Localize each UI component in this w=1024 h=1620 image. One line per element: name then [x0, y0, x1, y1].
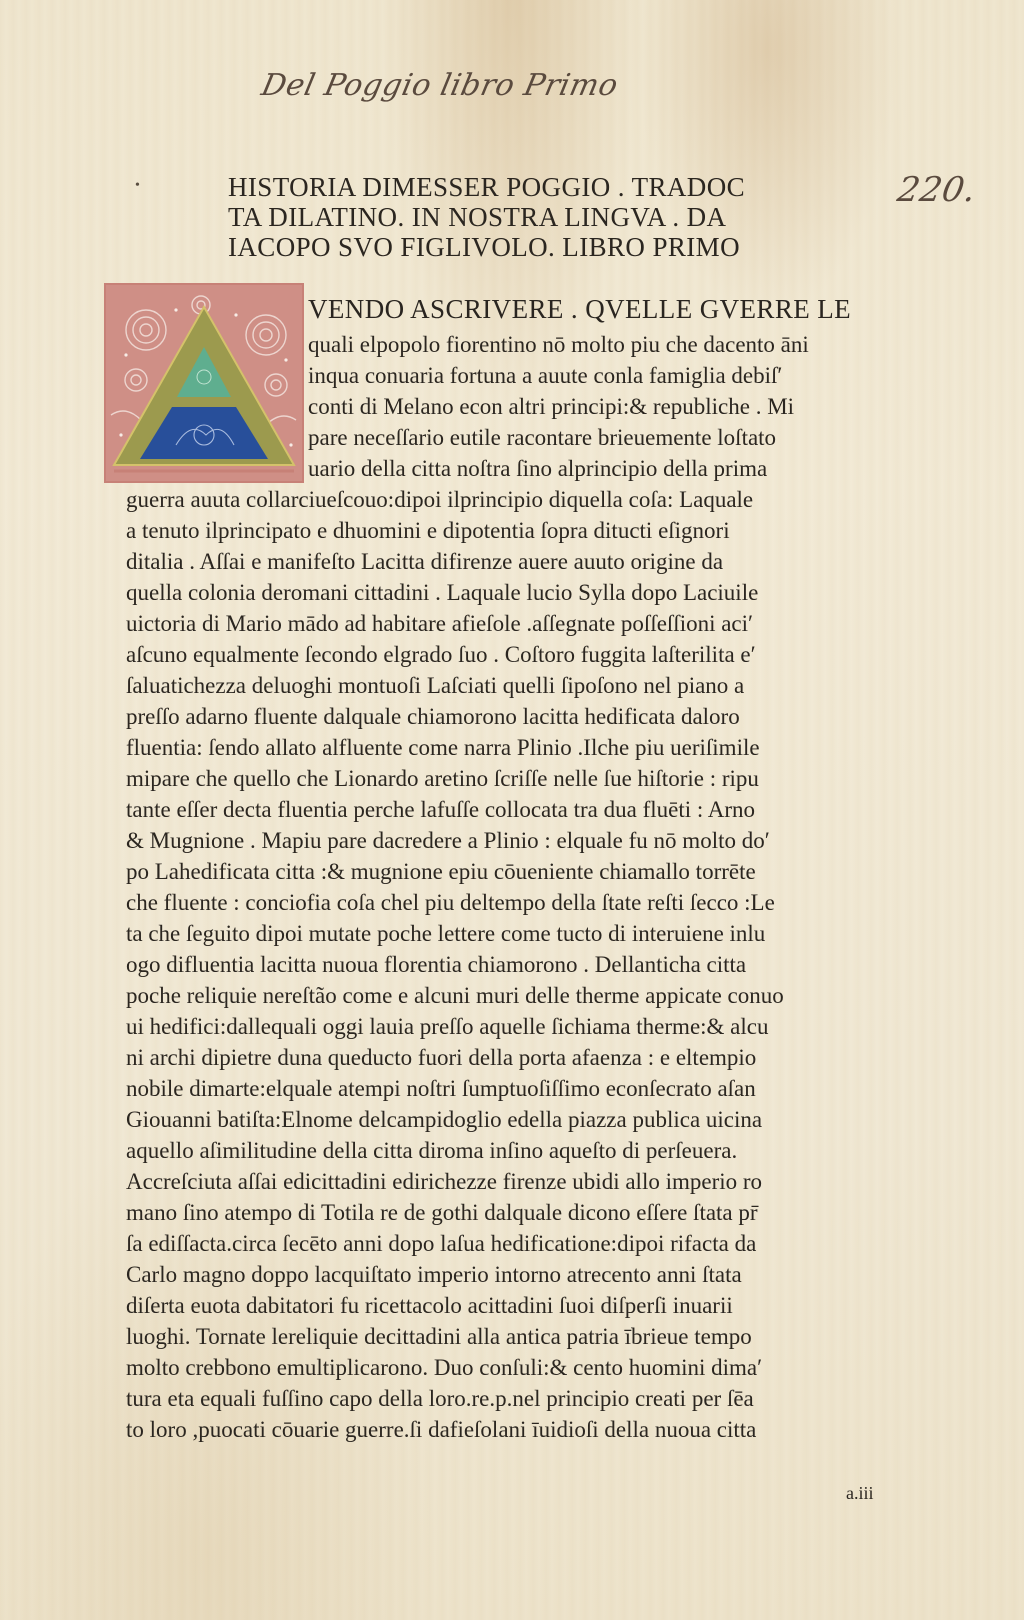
- title-line: HISTORIA DIMESSER POGGIO . TRADOC: [228, 172, 746, 202]
- title-line: IACOPO SVO FIGLIVOLO. LIBRO PRIMO: [228, 232, 740, 262]
- text-line: ni archi dipietre duna queducto fuori della porta afaenza : e eltempio: [126, 1045, 757, 1070]
- title-line: TA DILATINO. IN NOSTRA LINGVA . DA: [228, 202, 727, 232]
- text-line: tante eſſer decta fluentia perche lafuſſe collocata tra dua fluēti : Arno: [126, 797, 755, 822]
- illuminated-initial-a-icon: [104, 283, 304, 483]
- text-line: & Mugnione . Mapiu pare dacredere a Plinio : elquale fu nō molto do′: [126, 828, 770, 853]
- text-line: aſcuno equalmente ſecondo elgrado ſuo . Coſtoro fuggita laſterilita e′: [126, 642, 756, 667]
- text-line: ſa ediſſacta.circa ſecēto anni dopo laſua hedificatione:dipoi rifacta da: [126, 1231, 757, 1256]
- text-line: Accreſciuta aſſai edicittadini edirichezze firenze ubidi allo imperio ro: [126, 1169, 763, 1194]
- margin-mark: •: [135, 178, 140, 193]
- text-line: guerra auuta collarciueſcouo:dipoi ilprincipio diquella coſa: Laquale: [126, 487, 754, 512]
- handwritten-folio-number: 220.: [894, 170, 980, 210]
- text-line: ſaluatichezza deluoghi montuoſi Laſciati quelli ſipoſono nel piano a: [126, 673, 745, 698]
- text-line: uario della citta noſtra ſino alprincipio della prima: [308, 456, 768, 481]
- text-line: Carlo magno doppo lacquiſtato imperio intorno atrecento anni ſtata: [126, 1262, 742, 1287]
- text-line: ditalia . Aſſai e manifeſto Lacitta difirenze auere auuto origine da: [126, 549, 724, 574]
- text-line: conti di Melano econ altri principi:& republiche . Mi: [308, 394, 795, 419]
- text-line: mipare che quello che Lionardo aretino ſcriſſe nelle ſue hiſtorie : ripu: [126, 766, 759, 791]
- text-line: ogo difluentia lacitta nuoua florentia chiamorono . Dellanticha citta: [126, 952, 747, 977]
- signature-mark: a.iii: [846, 1483, 874, 1503]
- text-line: preſſo adarno fluente dalquale chiamorono lacitta hedificata daloro: [126, 704, 740, 729]
- text-line: poche reliquie nereſtão come e alcuni muri delle therme appicate conuo: [126, 983, 784, 1008]
- text-line: po Lahedificata citta :& mugnione epiu cōueniente chiamallo torrēte: [126, 859, 756, 884]
- text-line: inqua conuaria fortuna a auute conla famiglia debiſ′: [308, 363, 783, 388]
- text-line: fluentia: ſendo allato alfluente come narra Plinio .Ilche piu ueriſimile: [126, 735, 760, 760]
- text-line: aquello aſimilitudine della citta diroma inſino aqueſto di perſeuera.: [126, 1138, 738, 1163]
- title-block: [228, 172, 828, 262]
- opening-line: VENDO ASCRIVERE . QVELLE GVERRE LE: [308, 294, 852, 324]
- text-line: uictoria di Mario mādo ad habitare afieſole .aſſegnate poſſeſſioni aci′: [126, 611, 754, 636]
- text-line: che fluente : conciofia coſa chel piu deltempo della ſtate reſti ſecco :Le: [126, 890, 775, 915]
- text-line: ui hedifici:dallequali oggi lauia preſſo aquelle ſichiama therme:& alcu: [126, 1014, 769, 1039]
- text-line: Giouanni batiſta:Elnome delcampidoglio edella piazza publica uicina: [126, 1107, 763, 1132]
- text-line: tura eta equali fuſſino capo della loro.re.p.nel principio creati per ſēa: [126, 1386, 754, 1411]
- text-line: to loro ,puocati cōuarie guerre.ſi dafieſolani īuidioſi della nuoua citta: [126, 1417, 757, 1442]
- text-line: mano ſino atempo di Totila re de gothi dalquale dicono eſſere ſtata pr̄: [126, 1200, 758, 1225]
- text-line: pare neceſſario eutile racontare brieuemente loſtato: [308, 425, 777, 450]
- text-line: diſerta euota dabitatori fu ricettacolo acittadini ſuoi diſperſi inuarii: [126, 1293, 733, 1318]
- text-line: a tenuto ilprincipato e dhuomini e dipotentia ſopra ditucti eſignori: [126, 518, 730, 543]
- text-line: quali elpopolo fiorentino nō molto piu che dacento āni: [308, 332, 809, 357]
- text-line: nobile dimarte:elquale atempi noſtri ſumptuoſiſſimo econſecrato aſan: [126, 1076, 756, 1101]
- handwritten-inscription: Del Poggio libro Primo: [258, 68, 622, 103]
- text-line: luoghi. Tornate lereliquie decittadini alla antica patria ībrieue tempo: [126, 1324, 752, 1349]
- text-line: ta che ſeguito dipoi mutate poche lettere come tucto di interuiene inlu: [126, 921, 766, 946]
- text-line: quella colonia deromani cittadini . Laquale lucio Sylla dopo Laciuile: [126, 580, 759, 605]
- text-line: molto crebbono emultiplicarono. Duo conſuli:& cento huomini dima′: [126, 1355, 763, 1380]
